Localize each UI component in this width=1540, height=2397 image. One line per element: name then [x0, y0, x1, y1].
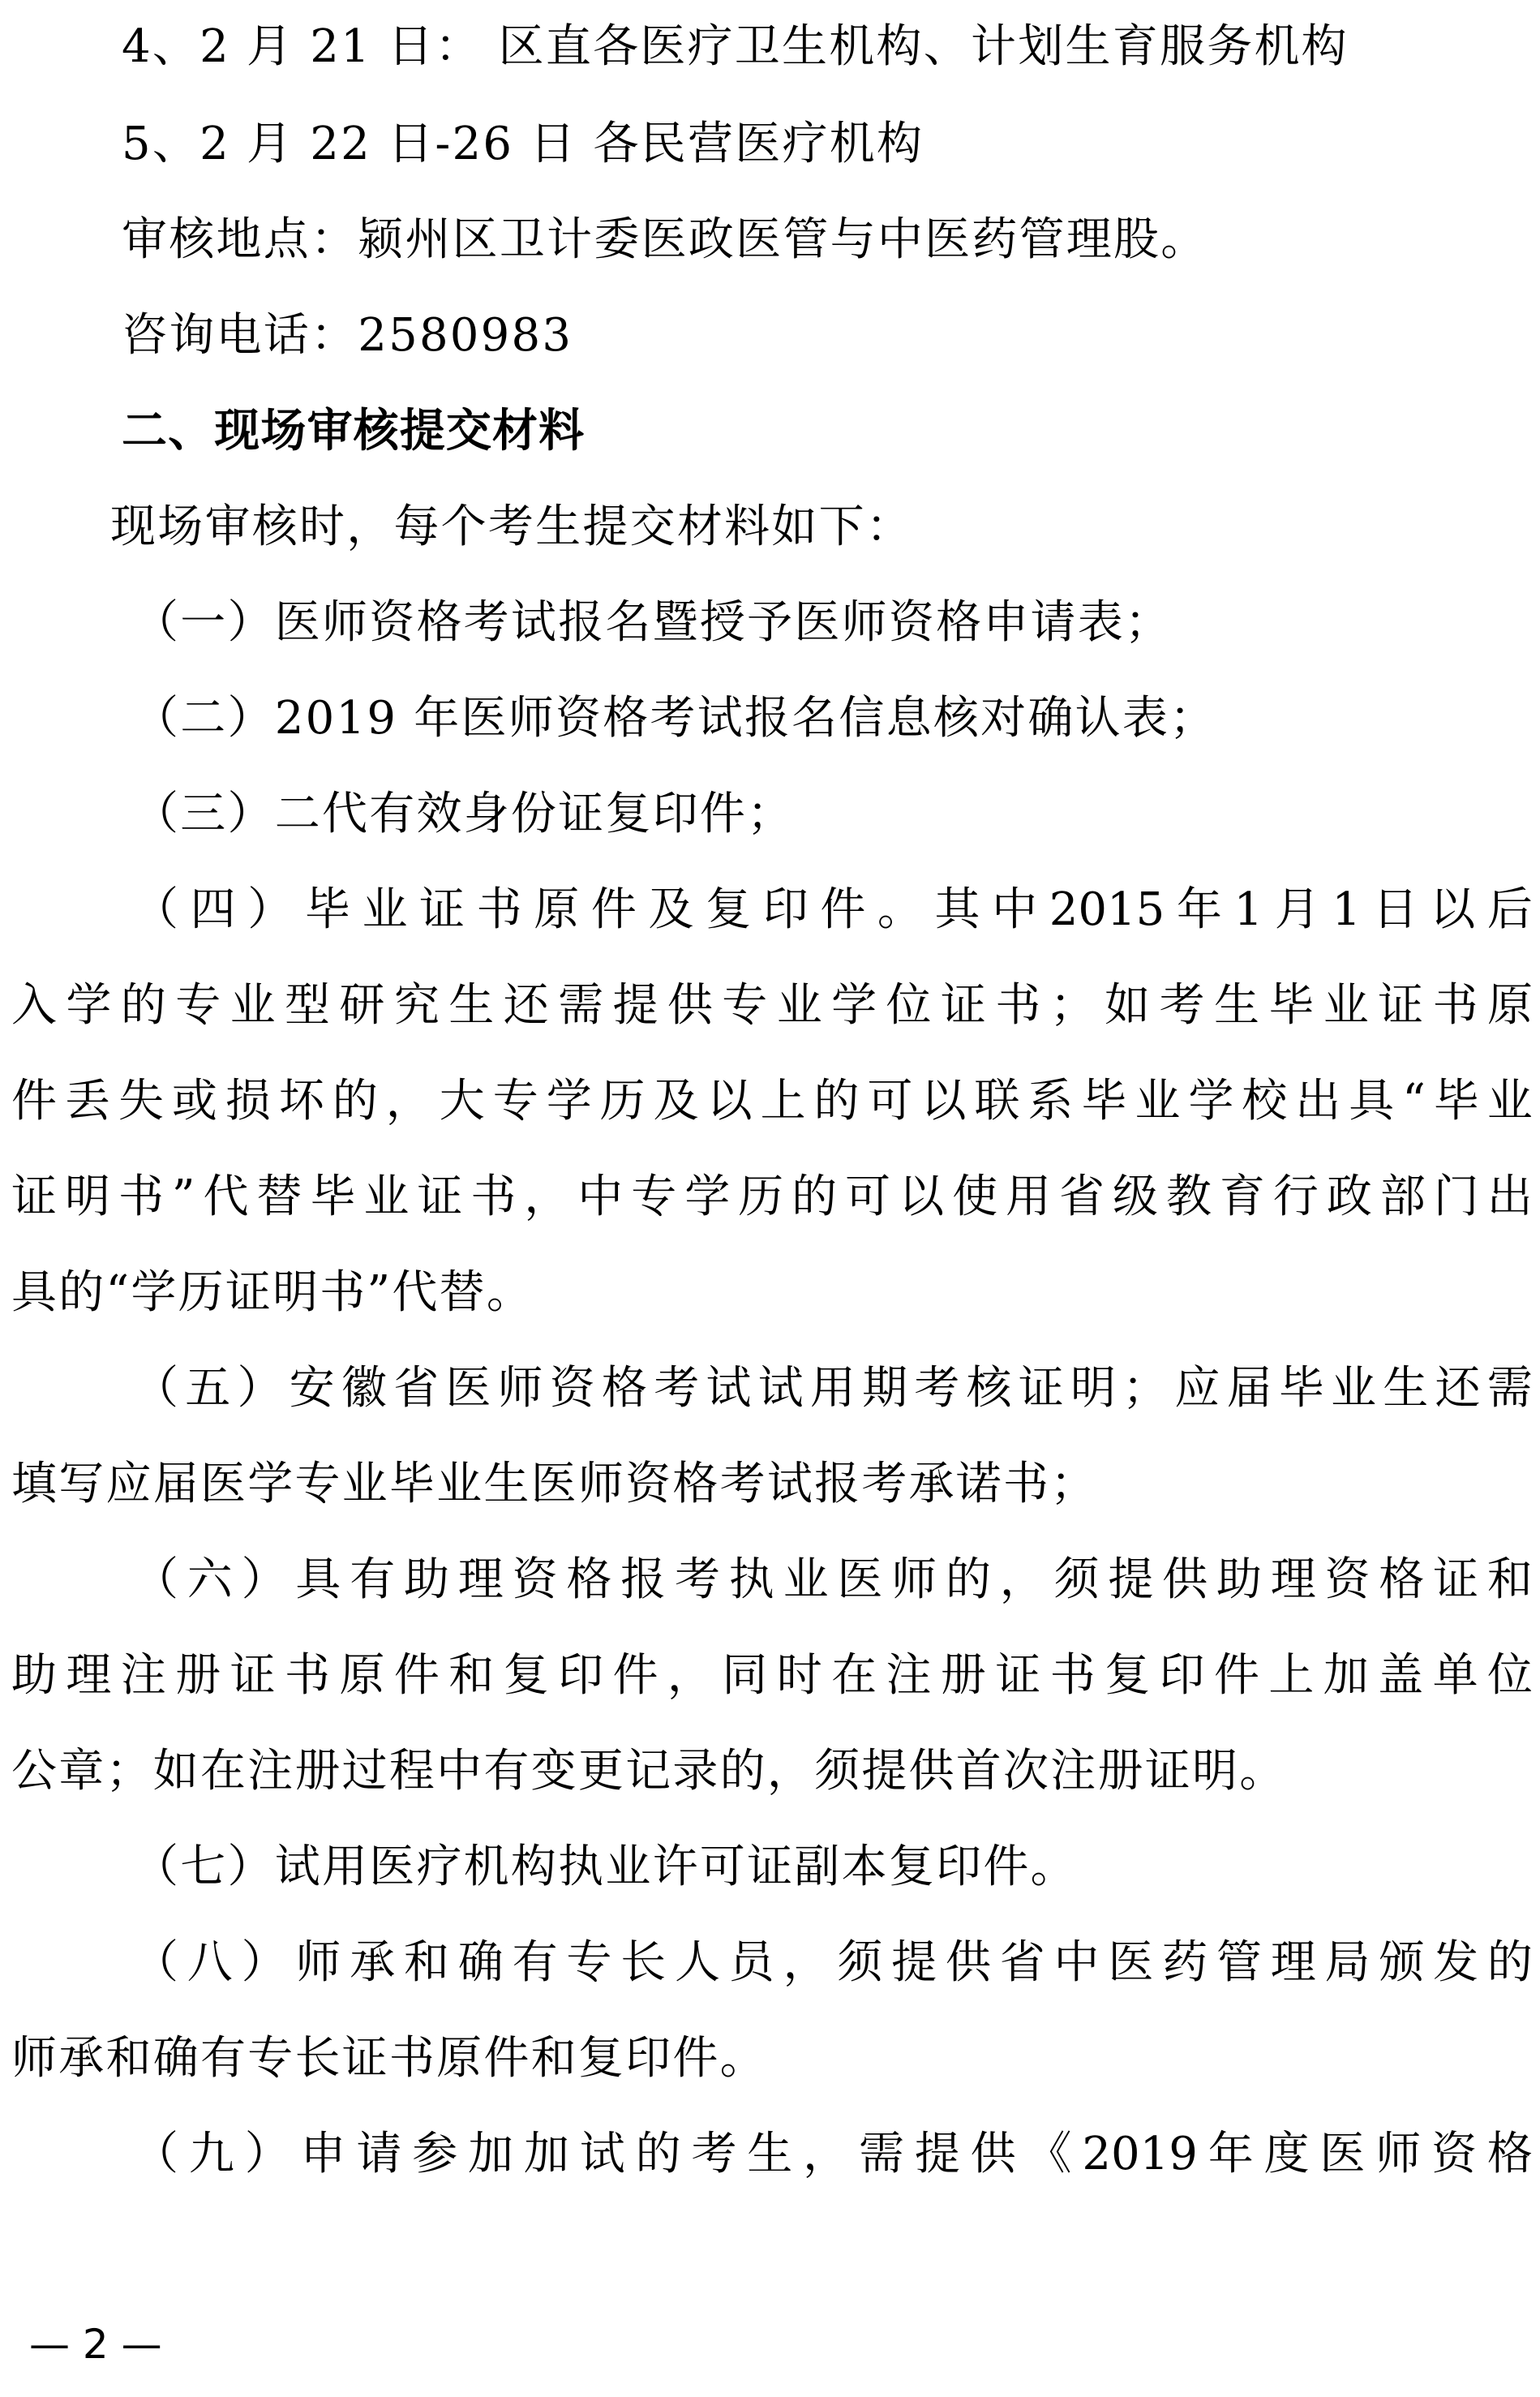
item-1: （一）医师资格考试报名暨授予医师资格申请表； [133, 596, 1173, 649]
item-8-line-1: （ 八 ） 师 承 和 确 有 专 长 人 员 ， 须 提 供 省 中 医 药 管 理 局 颁 发 的 [133, 1936, 1533, 1989]
item-6-line-1: （ 六 ） 具 有 助 理 资 格 报 考 执 业 医 师 的 ， 须 提 供 助 理 资 格 证 和 [133, 1553, 1533, 1606]
item-8-line-2: 师承和确有专长证书原件和复印件。 [11, 2032, 767, 2085]
item-4-line-2: 入 学 的 专 业 型 研 究 生 还 需 提 供 专 业 学 位 证 书 ； 如 考 生 毕 业 证 书 原 [11, 979, 1533, 1032]
contact-phone: 咨询电话：2580983 [122, 309, 573, 362]
item-4-line-4: 证 明 书 ” 代 替 毕 业 证 书 ， 中 专 学 历 的 可 以 使 用 省 级 教 育 行 政 部 门 出 [11, 1171, 1533, 1223]
item-7: （七）试用医疗机构执业许可证副本复印件。 [133, 1841, 1078, 1893]
item-5-line-2: 填写应届医学专业毕业生医师资格考试报考承诺书； [11, 1458, 1098, 1510]
review-location: 审核地点：颍州区卫计委医政医管与中医药管理股。 [122, 213, 1208, 266]
item-4-line-3: 件 丢 失 或 损 坏 的 ， 大 专 学 历 及 以 上 的 可 以 联 系 毕 业 学 校 出 具 “ 毕 业 [11, 1075, 1533, 1128]
item-2: （二）2019 年医师资格考试报名信息核对确认表； [133, 692, 1217, 745]
item-4-line-1: （ 四 ） 毕 业 证 书 原 件 及 复 印 件 。 其 中 2015 年 1 月 1 日 以 后 [133, 883, 1533, 936]
item-4-line-5: 具的“学历证明书”代替。 [11, 1266, 534, 1319]
item-6-line-2: 助 理 注 册 证 书 原 件 和 复 印 件 ， 同 时 在 注 册 证 书 复 印 件 上 加 盖 单 位 [11, 1649, 1533, 1702]
item-5-line-1: （ 五 ） 安 徽 省 医 师 资 格 考 试 试 用 期 考 核 证 明 ； 应 届 毕 业 生 还 需 [133, 1362, 1533, 1415]
item-3: （三）二代有效身份证复印件； [133, 788, 795, 840]
item-9-line-1: （ 九 ） 申 请 参 加 加 试 的 考 生 ， 需 提 供 《 2019 年 度 医 师 资 格 [133, 2128, 1533, 2180]
schedule-line-4: 4、2 月 21 日： 区直各医疗卫生机构、计划生育服务机构 [122, 20, 1349, 73]
section-heading: 二、现场审核提交材料 [122, 405, 586, 457]
intro-paragraph: 现场审核时，每个考生提交材料如下： [110, 500, 914, 553]
item-6-line-3: 公章；如在注册过程中有变更记录的，须提供首次注册证明。 [11, 1745, 1287, 1798]
schedule-line-5: 5、2 月 22 日-26 日 各民营医疗机构 [122, 118, 924, 170]
page-number: — 2 — [29, 2321, 162, 2368]
